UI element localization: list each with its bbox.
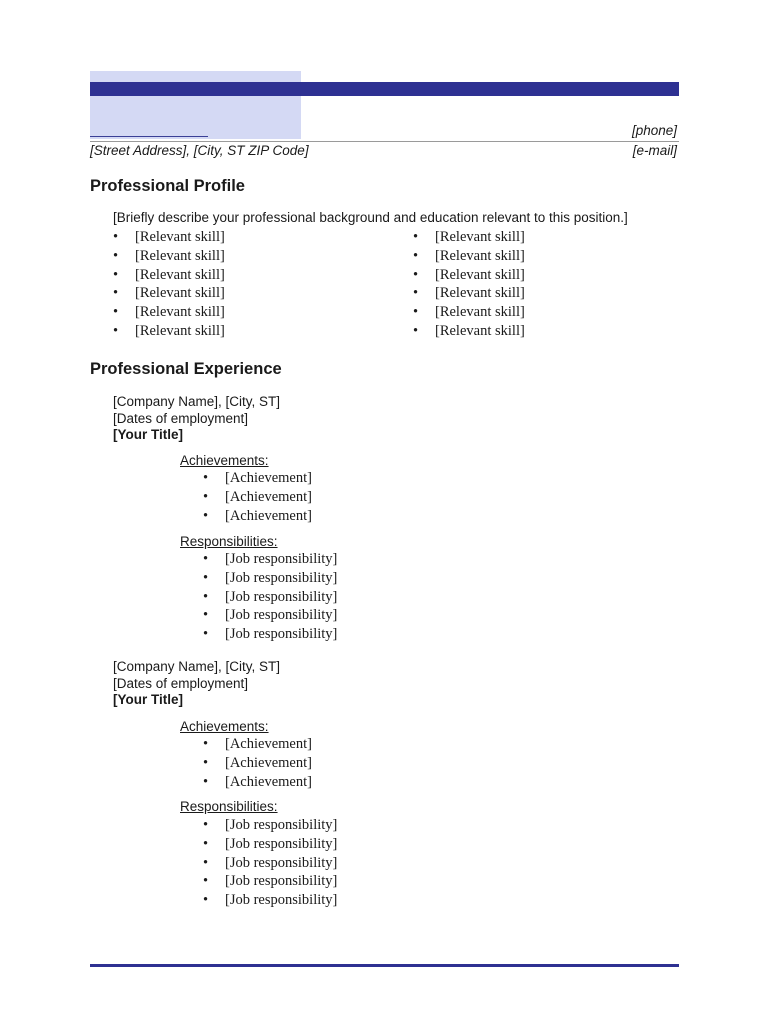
job-title[interactable]: [Your Title]	[113, 692, 183, 707]
skill-item: • [Relevant skill]	[413, 285, 525, 302]
responsibility-item: • [Job responsibility]	[203, 835, 338, 852]
skill-item: • [Relevant skill]	[113, 304, 225, 321]
bullet-icon: •	[413, 322, 419, 339]
responsibility-item: • [Job responsibility]	[203, 892, 338, 909]
skill-item: • [Relevant skill]	[113, 285, 225, 302]
responsibilities-list	[203, 816, 337, 910]
skills-list-left	[113, 228, 225, 341]
skill-item: • [Relevant skill]	[413, 266, 525, 283]
achievement-item: • [Achievement]	[203, 507, 312, 524]
achievements-list	[203, 469, 312, 525]
skill-item: • [Relevant skill]	[413, 247, 525, 264]
email-field[interactable]: [e-mail]	[632, 143, 677, 158]
responsibilities-list	[203, 550, 337, 644]
bullet-icon: •	[203, 817, 209, 833]
bullet-icon: •	[113, 229, 119, 245]
bullet-icon: •	[203, 626, 209, 643]
job-entry	[113, 659, 280, 709]
bullet-icon: •	[203, 736, 209, 752]
skills-list-right	[413, 228, 525, 341]
experience-heading: Professional Experience	[90, 360, 282, 378]
bullet-icon: •	[413, 285, 419, 302]
responsibilities-label: Responsibilities:	[180, 534, 278, 549]
bullet-icon: •	[113, 247, 119, 264]
achievements-list	[203, 735, 312, 791]
bullet-icon: •	[413, 304, 419, 321]
phone-field[interactable]: [phone]	[631, 123, 677, 138]
address-field[interactable]: [Street Address], [City, ST ZIP Code]	[90, 143, 309, 158]
responsibility-item: • [Job responsibility]	[203, 569, 338, 586]
responsibility-item: • [Job responsibility]	[203, 854, 338, 871]
skill-item: • [Relevant skill]	[113, 266, 225, 283]
achievement-item: • [Achievement]	[203, 754, 312, 771]
achievements-label: Achievements:	[180, 453, 269, 468]
responsibility-item: • [Job responsibility]	[203, 626, 338, 643]
achievement-item: • [Achievement]	[203, 736, 312, 752]
bullet-icon: •	[203, 892, 209, 909]
bullet-icon: •	[203, 835, 209, 852]
contact-divider	[90, 141, 679, 142]
bullet-icon: •	[413, 229, 419, 245]
skill-item: • [Relevant skill]	[413, 304, 525, 321]
company-line[interactable]: [Company Name], [City, ST]	[113, 394, 281, 409]
bullet-icon: •	[203, 470, 209, 486]
responsibilities-label: Responsibilities:	[180, 799, 278, 814]
bullet-icon: •	[203, 773, 209, 790]
bullet-icon: •	[203, 854, 209, 871]
name-placeholder-underline	[90, 136, 208, 137]
bullet-icon: •	[113, 285, 119, 302]
skill-item: • [Relevant skill]	[113, 322, 225, 339]
job-title[interactable]: [Your Title]	[113, 427, 183, 442]
responsibility-item: • [Job responsibility]	[203, 607, 338, 624]
bullet-icon: •	[203, 754, 209, 771]
bullet-icon: •	[413, 247, 419, 264]
achievement-item: • [Achievement]	[203, 488, 312, 505]
bullet-icon: •	[203, 488, 209, 505]
job-entry	[113, 394, 280, 444]
bullet-icon: •	[203, 507, 209, 524]
skill-item: • [Relevant skill]	[113, 229, 225, 245]
skill-item: • [Relevant skill]	[113, 247, 225, 264]
bullet-icon: •	[113, 266, 119, 283]
achievement-item: • [Achievement]	[203, 470, 312, 486]
profile-heading: Professional Profile	[90, 177, 245, 195]
company-line[interactable]: [Company Name], [City, ST]	[113, 659, 281, 674]
achievement-item: • [Achievement]	[203, 773, 312, 790]
header-accent-bar	[90, 82, 679, 96]
footer-accent-bar	[90, 964, 679, 967]
responsibility-item: • [Job responsibility]	[203, 588, 338, 605]
bullet-icon: •	[113, 304, 119, 321]
skill-item: • [Relevant skill]	[413, 322, 525, 339]
bullet-icon: •	[203, 551, 209, 567]
responsibility-item: • [Job responsibility]	[203, 551, 338, 567]
achievements-label: Achievements:	[180, 719, 269, 734]
bullet-icon: •	[413, 266, 419, 283]
skill-item: • [Relevant skill]	[413, 229, 525, 245]
bullet-icon: •	[203, 873, 209, 890]
responsibility-item: • [Job responsibility]	[203, 873, 338, 890]
dates-line[interactable]: [Dates of employment]	[113, 410, 249, 426]
bullet-icon: •	[203, 569, 209, 586]
responsibility-item: • [Job responsibility]	[203, 817, 338, 833]
profile-summary[interactable]: [Briefly describe your professional background and education relevant to this position.]	[113, 210, 628, 225]
bullet-icon: •	[203, 607, 209, 624]
bullet-icon: •	[113, 322, 119, 339]
bullet-icon: •	[203, 588, 209, 605]
dates-line[interactable]: [Dates of employment]	[113, 675, 249, 691]
